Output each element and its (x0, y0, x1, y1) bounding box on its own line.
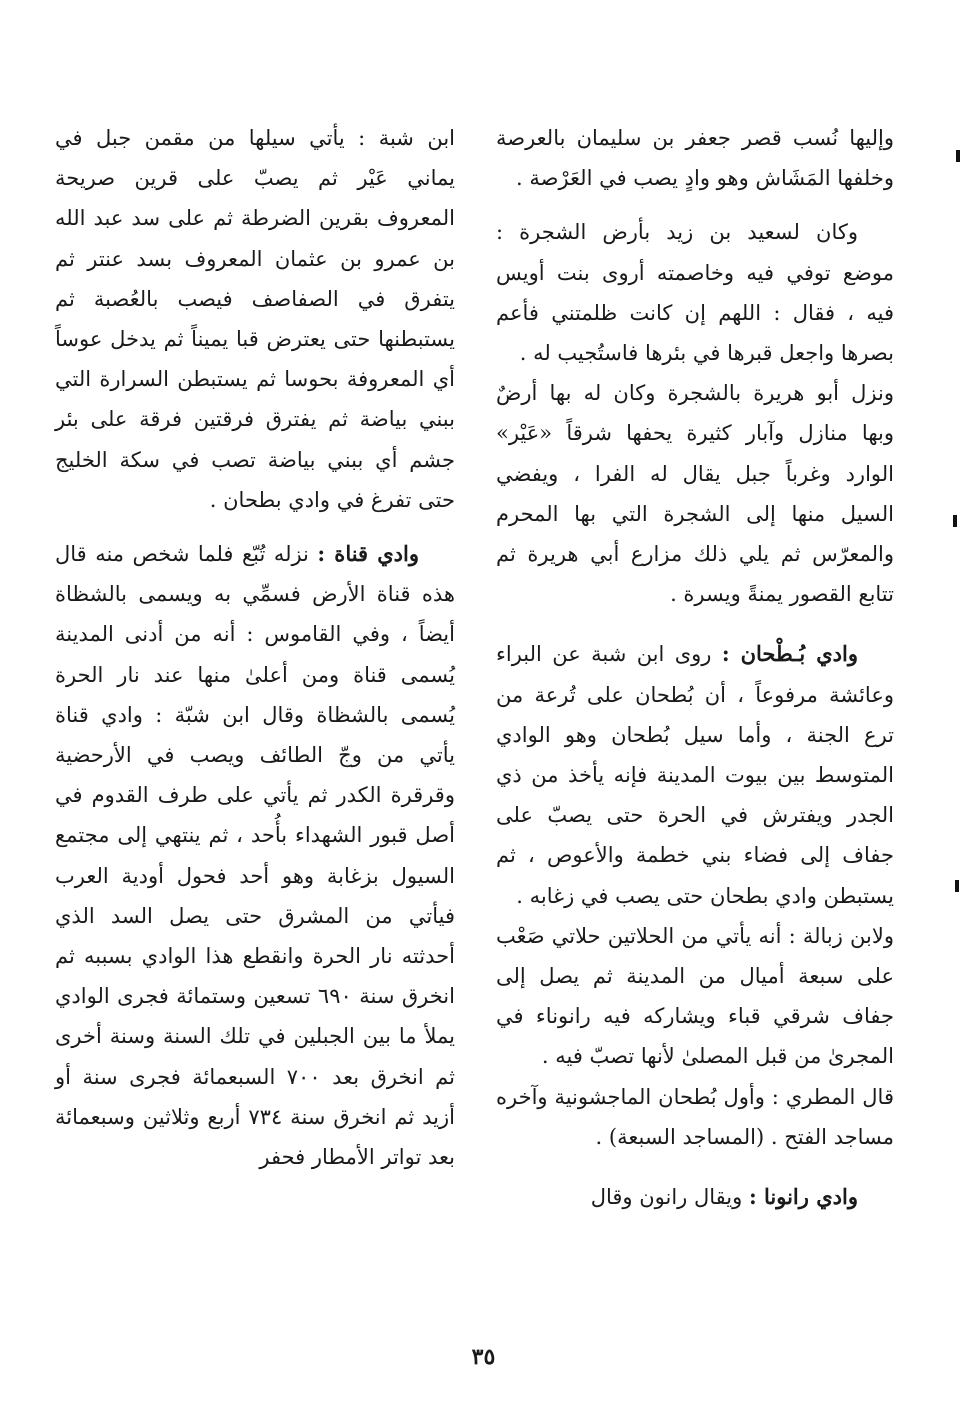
paragraph: وإليها نُسب قصر جعفر بن سليمان بالعرصة وخلفها المَشَاش وهو وادٍ يصب في العَرْصة . (496, 126, 894, 191)
scan-mark (956, 150, 960, 162)
section-paragraph-qanat (55, 534, 455, 1177)
page-number: ٣٥ (471, 1344, 496, 1370)
right-column (496, 118, 894, 1217)
left-column (55, 118, 455, 1177)
scan-mark (955, 880, 959, 892)
section-paragraph-ranuna (496, 1177, 894, 1217)
paragraph: وكان لسعيد بن زيد بأرض الشجرة : موضع توفي فيه وخاصمته أروى بنت أويس فيه ، فقال : اللهم إن كانت ظلمتني فأعم بصرها واجعل قبرها في بئرها فاستُجيب له . (496, 220, 894, 366)
section-heading-batha: وادي بُـطْحان : (721, 641, 858, 667)
paragraph: ونزل أبو هريرة بالشجرة وكان له بها أرضٌ وبها منازل وآبار كثيرة يحفها شرقاً «عَيْر» الوارد وغرباً جبل يقال له الفرا ، ويفضي السيل منها إلى الشجرة التي بها المحرم والمعرّس ثم يلي ذلك مزارع أبي هريرة ثم تتابع القصور يمنةً ويسرة . (496, 381, 894, 607)
scan-mark (953, 515, 957, 527)
section-heading-qanat: وادي قناة : (317, 541, 419, 567)
section-text: نزله تُبّع فلما شخص منه قال هذه قناة الأرض فسمِّي به ويسمى بالشظاة أيضاً ، وفي القاموس : أنه من أدنى المدينة يُسمى قناة ومن أعلىٰ منها عند نار الحرة يُسمى بالشظاة وقال ابن شبّة : وادي قناة يأتي من وجّ الطائف ويصب في الأرحضية وقرقرة الكدر ثم يأتي على طرف القدوم في أصل قبور الشهداء بأُحد ، ثم ينتهي إلى مجتمع السيول بزغابة وهو أحد فحول أودية العرب فيأتي من المشرق حتى يصل السد الذي أحدثته نار الحرة وانقطع هذا الوادي بسببه ثم انخرق سنة ٦٩٠ تسعين وستمائة فجرى الوادي يملأ ما بين الجبلين في تلك السنة وسنة أخرى ثم انخرق بعد ٧٠٠ السبعمائة فجرى سنة أو أزيد ثم انخرق سنة ٧٣٤ أربع وثلاثين وسبعمائة بعد تواتر الأمطار فحفر (55, 542, 456, 1170)
paragraph: قال المطري : وأول بُطحان الماجشونية وآخره مساجد الفتح . (المساجد السبعة) . (496, 1084, 894, 1149)
section-text: روى ابن شبة عن البراء وعائشة مرفوعاً ، أن بُطحان على تُرعة من ترع الجنة ، وأما سيل بُطحان وهو الوادي المتوسط بين بيوت المدينة فإنه يأخذ من ذي الجدر ويفترش في الحرة حتى يصبّ على جفاف إلى فضاء بني خطمة والأعوص ، ثم يستبطن وادي بطحان حتى يصب في زغابه . (496, 642, 894, 908)
paragraph: ابن شبة : يأتي سيلها من مقمن جبل في يماني عَيْر ثم يصبّ على قرين صريحة المعروف بقرين الضرطة ثم على سد عبد الله بن عمرو بن عثمان المعروف بسد عنتر ثم يتفرق في الصفاصف فيصب بالعُصبة ثم يستبطنها حتى يعترض قبا يميناً ثم يدخل عوساً أي المعروفة بحوسا ثم يستبطن السرارة التي ببني بياضة ثم يفترق فرقتين فرقة على بئر جشم أي ببني بياضة تصب في سكة الخليج حتى تفرغ في وادي بطحان . (55, 126, 455, 512)
paragraph: ولابن زبالة : أنه يأتي من الحلاتين حلاتي صَعْب على سبعة أميال من المدينة ثم يصل إلى جفاف شرقي قباء ويشاركه فيه رانوناء في المجرىٰ من قبل المصلىٰ لأنها تصبّ فيه . (496, 923, 894, 1069)
section-paragraph-bathan (496, 634, 894, 915)
section-heading-ranuna: وادي رانونا : (748, 1184, 858, 1210)
section-text: ويقال رانون وقال (590, 1185, 743, 1210)
